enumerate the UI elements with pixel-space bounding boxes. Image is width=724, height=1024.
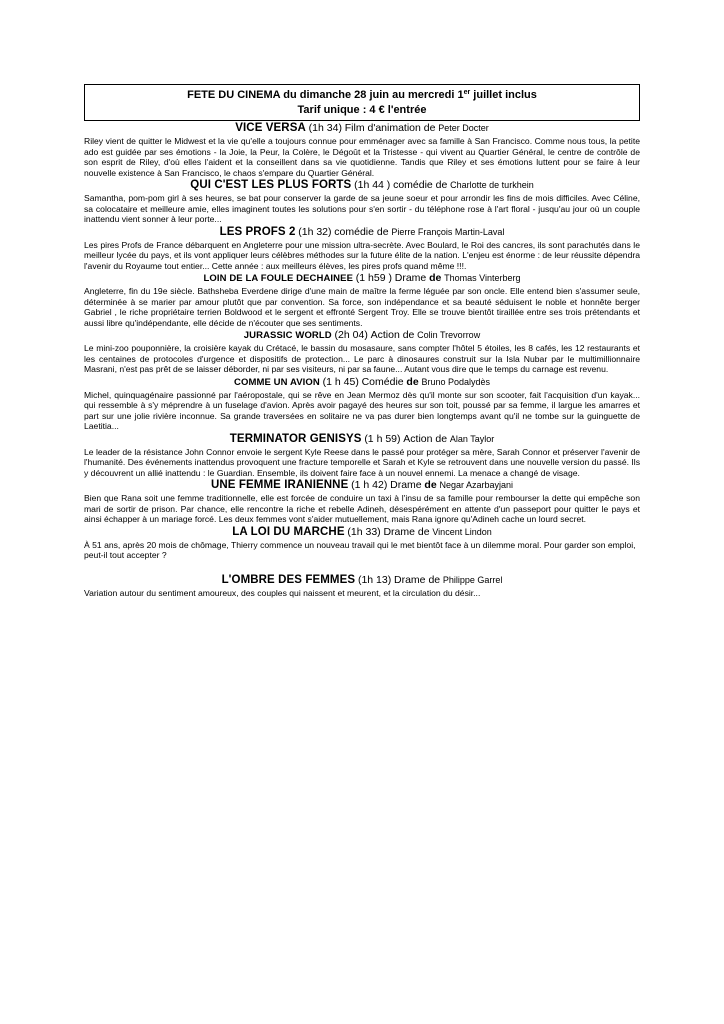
movie-synopsis: À 51 ans, après 20 mois de chômage, Thierry commence un nouveau travail qui le met bientôt face à un dilemme moral. Pour garder son emploi, peut-il tout accepter ? <box>84 539 636 560</box>
movie-genre: Comédie <box>361 375 404 388</box>
movie-title: UNE FEMME IRANIENNE <box>211 479 349 491</box>
festival-header <box>84 84 640 121</box>
movie-entry <box>84 479 640 525</box>
movie-title: COMME UN AVION <box>234 376 320 388</box>
movie-genre: Film d'animation de <box>344 122 436 134</box>
movie-duration: (1h 33) <box>347 525 381 538</box>
movie-director: Charlotte de turkhein <box>450 180 534 190</box>
movie-entry <box>84 272 640 328</box>
movie-title: LOIN DE LA FOULE DECHAINEE <box>203 273 354 284</box>
movie-synopsis: Angleterre, fin du 19e siècle. Bathsheba Everdene dirige d'une main de maître la ferme léguée par son oncle. Elle entend bien s'assumer seule, déterminée à se marier par amour plutôt que par convention. Sa force, son indépendance et sa beauté séduisent le noble et honnête berger Gabriel , le riche propriétaire terrien Boldwood et le sergent et effronté Sergent Troy. Elle se trouve bientôt tiraillée entre ses trois prétendants et aussi libre qu'indépendante, elle décide de n'écouter que ses sentiments. <box>84 286 640 328</box>
movie-title-line <box>84 226 640 239</box>
movie-duration: (1h 34) <box>308 122 342 134</box>
movie-synopsis: Variation autour du sentiment amoureux, des couples qui naissent et meurent, et la circulation du désir... <box>84 587 481 598</box>
movie-duration: (2h 04) <box>334 329 368 341</box>
movie-duration: (1 h 59) <box>364 432 401 445</box>
movie-genre: Action de <box>403 432 448 445</box>
festival-dates-text-end: juillet inclus <box>470 89 537 101</box>
movie-duration: (1 h59 ) <box>355 272 392 284</box>
festival-dates-superscript: er <box>463 89 471 96</box>
festival-dates <box>85 88 639 103</box>
movie-entry <box>84 376 640 432</box>
program-page <box>84 84 640 598</box>
movie-title: QUI C'EST LES PLUS FORTS <box>190 179 352 191</box>
movie-title: LES PROFS 2 <box>219 225 296 238</box>
movie-duration: (1h 44 ) <box>354 179 391 191</box>
movie-title-line <box>84 574 640 587</box>
movie-director-prefix: de <box>424 479 437 491</box>
movie-title-line <box>84 272 640 285</box>
movie-duration: (1 h 42) <box>351 479 388 491</box>
movie-title-line <box>84 376 640 389</box>
movie-director-prefix: de <box>406 375 419 388</box>
movie-title-line <box>84 479 640 492</box>
movie-duration: (1 h 45) <box>322 375 359 388</box>
movie-synopsis: Les pires Profs de France débarquent en Angleterre pour une mission ultra-secrète. Avec Boulard, le Roi des cancres, ils sont parachutés dans le meilleur lycée du pays, et ils vont appliquer leurs célèbres méthodes sur la future élite de la nation. L'enjeu est énorme : de leur réussite dépendra l'avenir du Royaume tout entier... Cette année : aux meilleurs élèves, les pires profs quand même !!!. <box>84 239 640 271</box>
movie-title-line <box>84 329 640 342</box>
movie-entry <box>84 226 640 272</box>
movie-director: Pierre François Martin-Laval <box>391 226 505 237</box>
movie-synopsis: Samantha, pom-pom girl à ses heures, se bat pour conserver la garde de sa jeune soeur et pour arrondir les fins de mois difficiles. Avec Céline, sa colocataire et meilleure amie, elles imaginent toutes les solutions pour s'en sortir - du téléphone rose à l'art floral - jusqu'au jour où un couple inattendu vient sonner à leur porte... <box>84 193 640 224</box>
festival-price: Tarif unique : 4 € l'entrée <box>297 104 427 116</box>
movie-title-line <box>84 526 640 539</box>
movie-title: JURASSIC WORLD <box>243 330 332 341</box>
movie-entry <box>84 526 640 561</box>
movie-entry <box>84 574 640 599</box>
festival-dates-text: FETE DU CINEMA du dimanche 28 juin au mercredi 1 <box>187 89 464 101</box>
movie-director: Thomas Vinterberg <box>444 273 521 283</box>
movie-genre: Drame de <box>394 573 441 586</box>
movie-title-line <box>84 433 640 446</box>
movie-title: TERMINATOR GENISYS <box>229 432 362 445</box>
movie-entry <box>84 122 640 178</box>
movie-genre: Drame <box>390 479 422 491</box>
movie-entry <box>84 433 640 479</box>
movie-genre: Action de <box>370 329 415 341</box>
movie-director: Colin Trevorrow <box>417 330 481 340</box>
movie-synopsis: Le mini-zoo pouponnière, la croisière kayak du Crétacé, le bassin du mosasaure, sans compter l'hôtel 5 étoiles, les 8 cafés, les 12 restaurants et les centaines de protocoles d'urgence et dispositifs de protection... Le parc à dinosaures construit sur la Isla Nubar par le multimillionnaire Masrani, n'est pas prêt de se laisser déborder, ni par ses visiteurs, ni par sa faune... Autant vous dire que le temps du carnage est revenu. <box>84 343 640 374</box>
movie-director: Negar Azarbayjani <box>439 480 513 490</box>
movie-title: LA LOI DU MARCHE <box>232 525 345 538</box>
movie-director-prefix: de <box>429 272 442 284</box>
movie-director: Bruno Podalydès <box>421 376 490 387</box>
movie-director: Peter Docter <box>438 123 489 133</box>
movie-director: Philippe Garrel <box>442 574 503 585</box>
movie-title-line <box>84 179 640 192</box>
movie-synopsis: Michel, quinquagénaire passionné par l'aéropostale, qui se rêve en Jean Mermoz dès qu'il monte sur son scooter, fait l'acquisition d'un kayak... qui ressemble à s'y méprendre à un fuselage d'avion. Après avoir pagayé des heures sur son toit, poussé par sa femme, il largue les amarres et part sur une jolie rivière inconnue. Sa grande traversées en solitaire ne va pas durer bien longtemps avant qu'il ne tombe sur la guinguette de Laetitia... <box>84 389 640 431</box>
spacer <box>84 561 640 573</box>
movie-synopsis: Bien que Rana soit une femme traditionnelle, elle est forcée de conduire un taxi à l'insu de sa famille pour rembourser la dette qui empêche son mari de sortir de prison. Par chance, elle rencontre la riche et rebelle Adineh, désespérément en attente d'un passeport pour quitter le pays et ainsi échapper à un mariage forcé. Les deux femmes vont s'aider mutuellement, mais Rana ignore qu'Adineh cache un lourd secret. <box>84 493 640 524</box>
movie-entry <box>84 179 640 225</box>
movie-title-line <box>84 122 640 135</box>
movie-duration: (1h 32) <box>298 225 332 238</box>
movie-genre: Drame <box>394 272 427 284</box>
movie-title: VICE VERSA <box>235 122 306 134</box>
movie-title: L'OMBRE DES FEMMES <box>221 573 356 586</box>
movie-duration: (1h 13) <box>357 573 392 586</box>
movie-synopsis: Le leader de la résistance John Connor envoie le sergent Kyle Reese dans le passé pour protéger sa mère, Sarah Connor et préserver l'avenir de l'humanité. Des événements inattendus provoquent une fracture temporelle et Sarah et Kyle se retrouvent dans une nouvelle version du passé. Ils y découvrent un allié inattendu : le Guardian. Ensemble, ils doivent faire face à un nouvel ennemi. La menace a changé de visage. <box>84 446 640 478</box>
movie-genre: comédie de <box>393 179 448 191</box>
movie-entry <box>84 329 640 375</box>
movie-synopsis: Riley vient de quitter le Midwest et la vie qu'elle a toujours connue pour emménager avec sa famille à San Francisco. Comme nous tous, la petite ado est guidée par ses émotions - la Joie, la Peur, la Colère, le Dégoût et la Tristesse - qui vivent au Quartier Général, le centre de contrôle de son esprit de Riley, d'où elles l'aident et la conseillent dans sa vie quotidienne. Tandis que Riley et ses émotions luttent pour se faire à leur nouvelle existence à San Francisco, le chaos s'empare du Quartier Général. <box>84 136 640 178</box>
movie-director: Vincent Lindon <box>432 526 492 537</box>
movie-genre: comédie de <box>334 225 389 238</box>
movie-director: Alan Taylor <box>449 433 495 444</box>
movie-genre: Drame de <box>383 525 430 538</box>
